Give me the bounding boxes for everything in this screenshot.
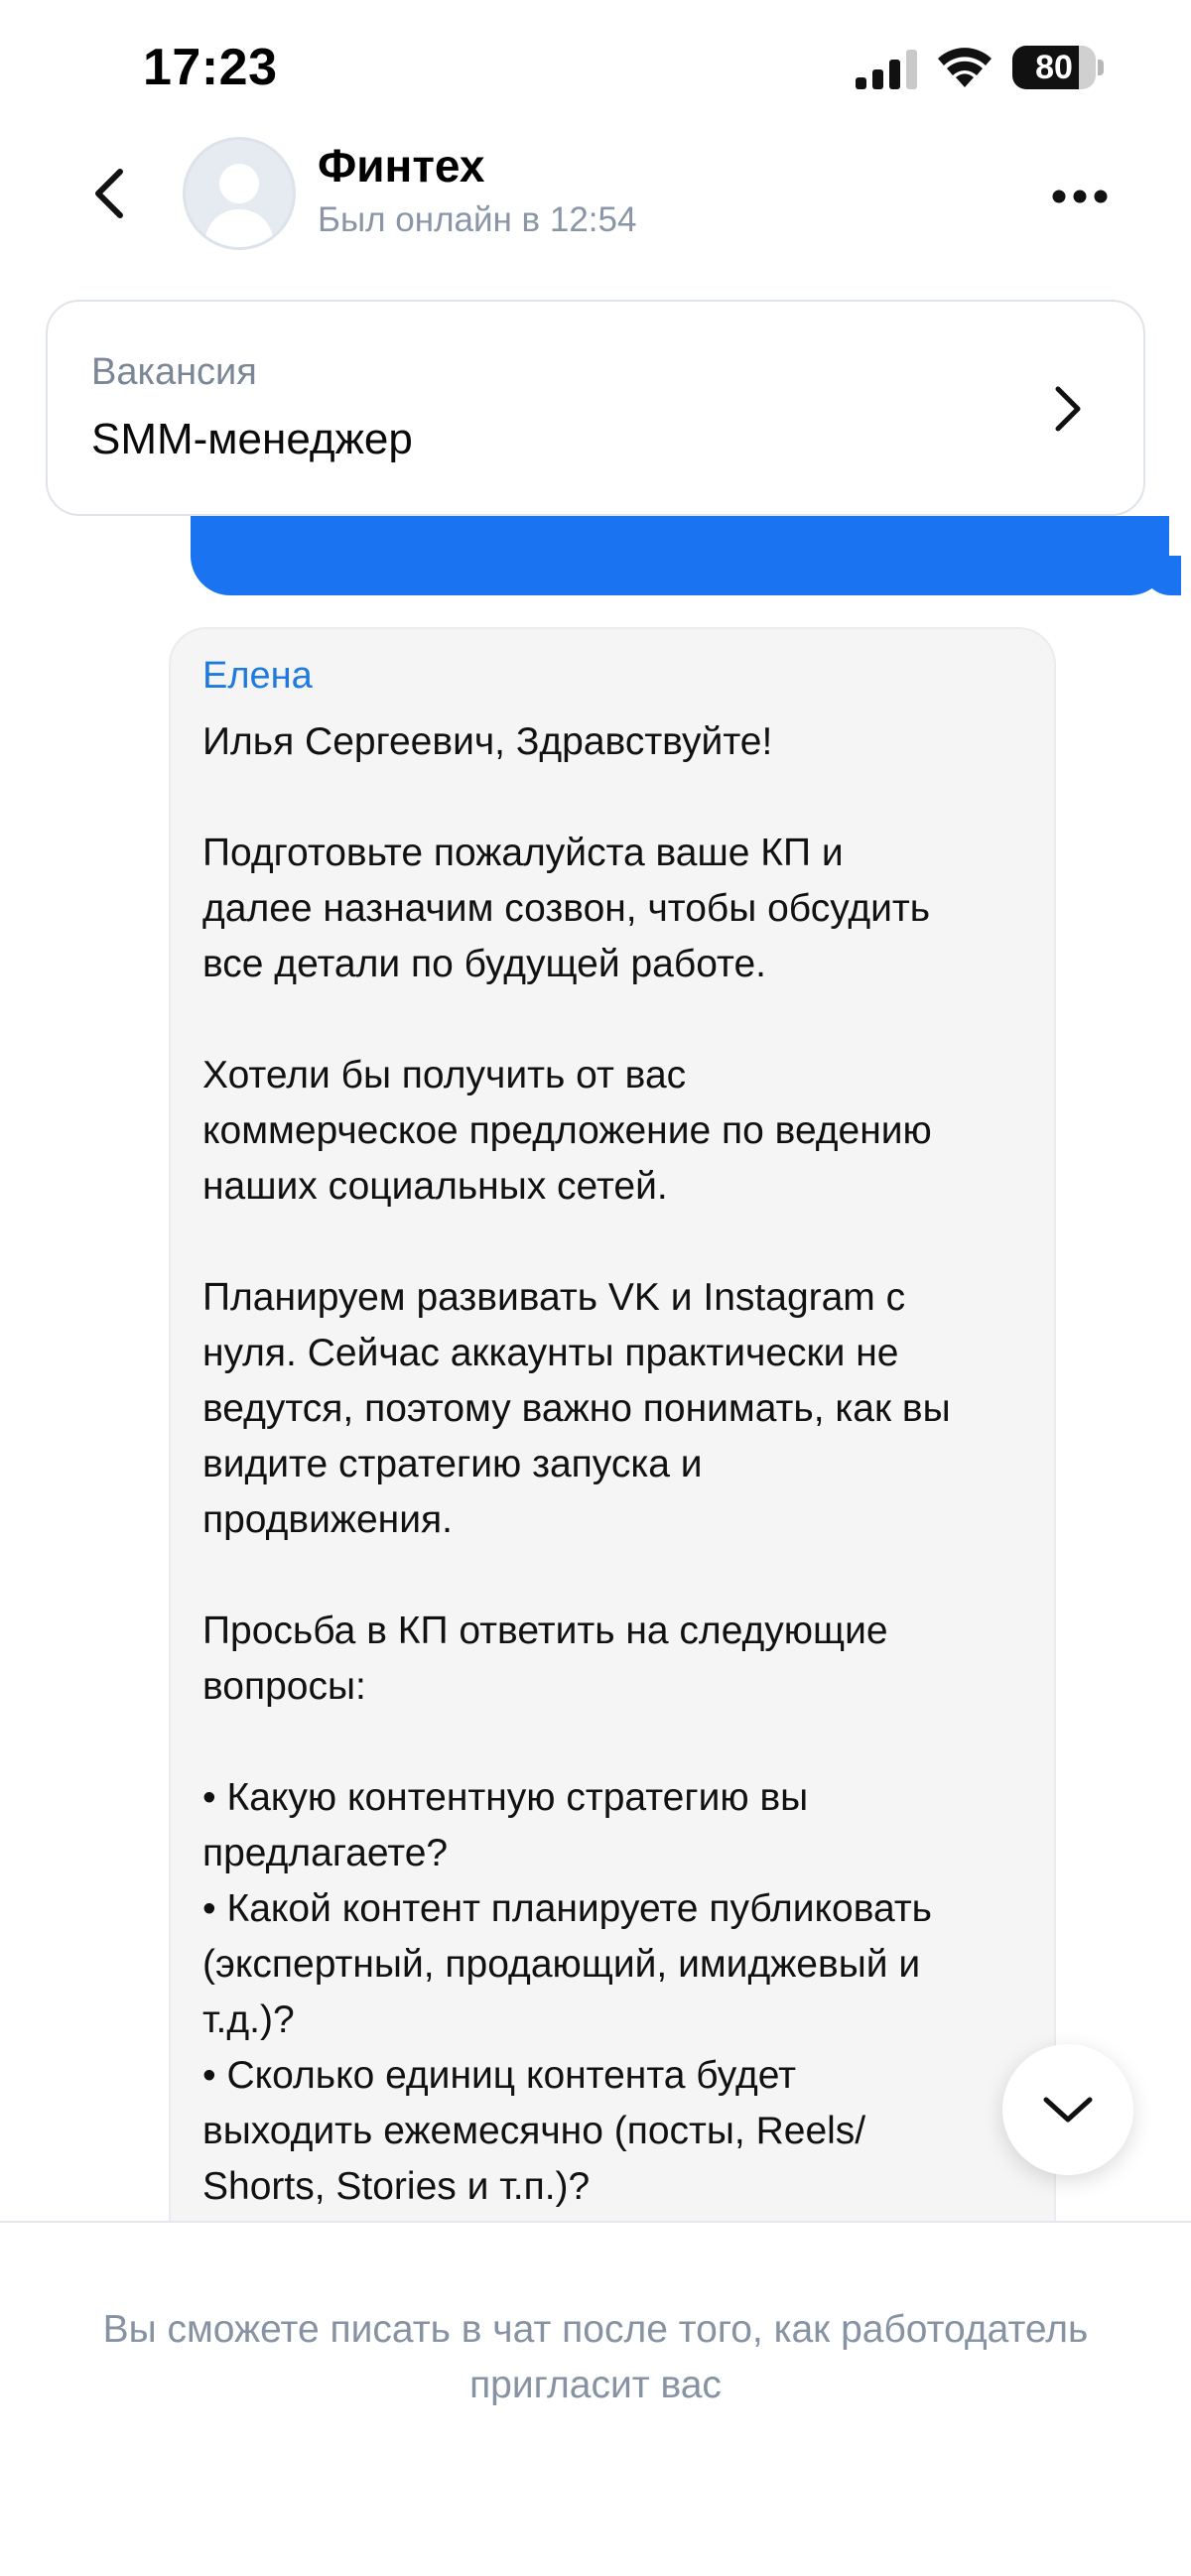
more-options-button[interactable]: [1040, 157, 1120, 236]
more-dots-icon: [1052, 190, 1108, 203]
chat-messages[interactable]: [0, 516, 1191, 2221]
status-time: 17:23: [143, 39, 278, 96]
scroll-down-button[interactable]: [1002, 2044, 1133, 2175]
avatar[interactable]: [183, 137, 296, 250]
back-button[interactable]: [75, 159, 145, 228]
message-text: Илья Сергеевич, Здравствуйте! Подготовьте пожалуйста ваше КП и далее назначим созвон, чтобы обсудить все детали по будущей работе. Хотели бы получить от вас коммерческое предложение по ведению наших социальных сетей. Планируем развивать VK и Instagram с нуля. Сейчас аккаунты практически не ведутся, поэтому важно понимать, как вы видите стратегию запуска и продвижения. Просьба в КП ответить на следующие вопросы: • Какую контентную стратегию вы предлагаете? • Какой контент планируете публиковать (экспертный, продающий, имиджевый и т.д.)? • Сколько единиц контента будет выходить ежемесячно (посты, Reels/ Shorts, Stories и т.п.)?: [202, 720, 951, 2208]
battery-icon: [1012, 46, 1104, 89]
chat-locked-note: Вы сможете писать в чат после того, как работодатель пригласит вас: [102, 2308, 1089, 2406]
chat-last-seen: Был онлайн в 12:54: [318, 200, 637, 239]
chat-header: [0, 129, 1191, 288]
message-sender: Елена: [202, 655, 313, 697]
chat-title: Финтех: [318, 140, 485, 192]
chevron-left-icon: [90, 168, 130, 219]
chevron-right-icon: [1040, 381, 1096, 437]
signal-icon: [856, 50, 919, 89]
chat-footer: [0, 2221, 1191, 2576]
avatar-placeholder-icon: [186, 140, 296, 250]
vacancy-title: SMM-менеджер: [91, 415, 413, 463]
own-message-bubble: [191, 516, 1169, 595]
wifi-icon: [935, 44, 994, 89]
battery-level: 80: [1035, 49, 1073, 86]
vacancy-card[interactable]: [46, 300, 1145, 516]
status-bar: [0, 0, 1191, 129]
vacancy-label: Вакансия: [91, 351, 257, 393]
chevron-down-icon: [1042, 2094, 1094, 2125]
incoming-message-bubble: [169, 627, 1056, 2221]
